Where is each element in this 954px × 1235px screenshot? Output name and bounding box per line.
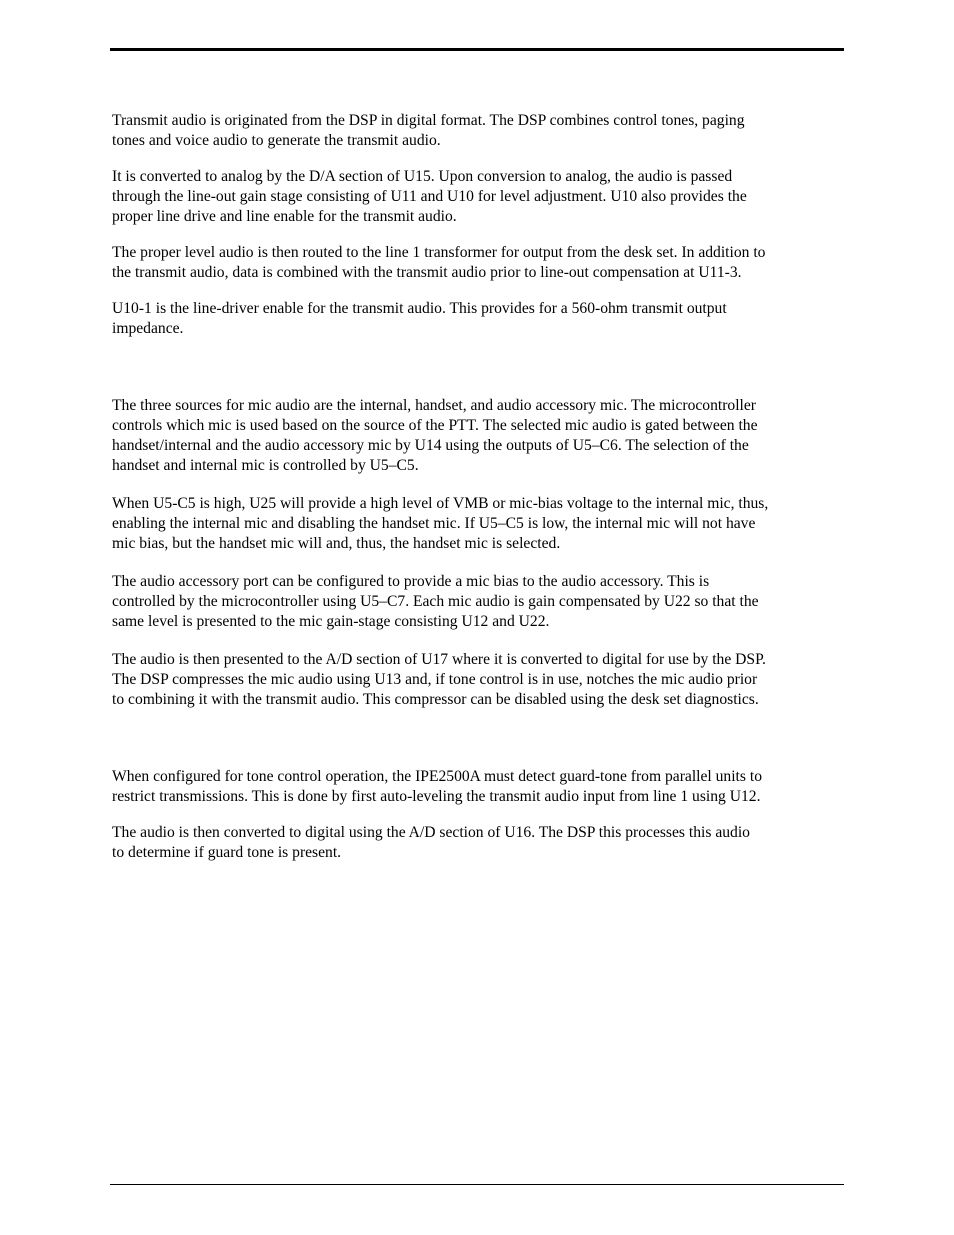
section-guard-tone [112,767,852,863]
text-line: controls which mic is used based on the source of the PTT. The selected mic audio is gated between the [112,417,758,434]
text-line: Transmit audio is originated from the DSP in digital format. The DSP combines control tones, paging [112,112,745,129]
document-body [112,111,852,863]
text-line: The proper level audio is then routed to the line 1 transformer for output from the desk set. In addition to [112,244,766,261]
text-line: enabling the internal mic and disabling the handset mic. If U5–C5 is low, the internal mic will not have [112,515,756,532]
text-line: The DSP compresses the mic audio using U13 and, if tone control is in use, notches the mic audio prior [112,671,758,688]
text-line: to determine if guard tone is present. [112,844,342,861]
paragraph [112,823,852,863]
text-line: It is converted to analog by the D/A section of U15. Upon conversion to analog, the audio is passed [112,168,733,185]
paragraph [112,650,852,710]
text-line: handset and internal mic is controlled by U5–C5. [112,457,419,474]
paragraph [112,396,852,476]
paragraph [112,243,852,283]
paragraph [112,111,852,151]
text-line: U10-1 is the line-driver enable for the transmit audio. This provides for a 560-ohm transmit output [112,300,727,317]
text-line: The audio is then converted to digital using the A/D section of U16. The DSP this processes this audio [112,824,750,841]
text-line: tones and voice audio to generate the transmit audio. [112,132,441,149]
text-line: mic bias, but the handset mic will and, thus, the handset mic is selected. [112,535,561,552]
text-line: When U5-C5 is high, U25 will provide a high level of VMB or mic-bias voltage to the internal mic, thus, [112,495,769,512]
paragraph [112,494,852,554]
header-rule [110,48,844,51]
text-line: the transmit audio, data is combined with the transmit audio prior to line-out compensation at U11-3. [112,264,742,281]
paragraph [112,572,852,632]
paragraph [112,767,852,807]
text-line: handset/internal and the audio accessory mic by U14 using the outputs of U5–C6. The selection of the [112,437,749,454]
paragraph [112,299,852,339]
section-mic-audio [112,396,852,710]
text-line: through the line-out gain stage consisting of U11 and U10 for level adjustment. U10 also provides the [112,188,747,205]
text-line: restrict transmissions. This is done by first auto-leveling the transmit audio input from line 1 using U12. [112,788,761,805]
text-line: When configured for tone control operation, the IPE2500A must detect guard-tone from parallel units to [112,768,762,785]
text-line: same level is presented to the mic gain-stage consisting U12 and U22. [112,613,550,630]
text-line: proper line drive and line enable for the transmit audio. [112,208,457,225]
text-line: The audio is then presented to the A/D section of U17 where it is converted to digital for use by the DSP. [112,651,766,668]
text-line: The audio accessory port can be configured to provide a mic bias to the audio accessory. This is [112,573,710,590]
text-line: to combining it with the transmit audio. This compressor can be disabled using the desk set diagnostics. [112,691,759,708]
text-line: impedance. [112,320,184,337]
paragraph [112,167,852,227]
section-transmit-audio [112,111,852,339]
text-line: controlled by the microcontroller using U5–C7. Each mic audio is gain compensated by U22 so that the [112,593,759,610]
text-line: The three sources for mic audio are the internal, handset, and audio accessory mic. The microcontroller [112,397,757,414]
footer-rule [110,1184,844,1185]
